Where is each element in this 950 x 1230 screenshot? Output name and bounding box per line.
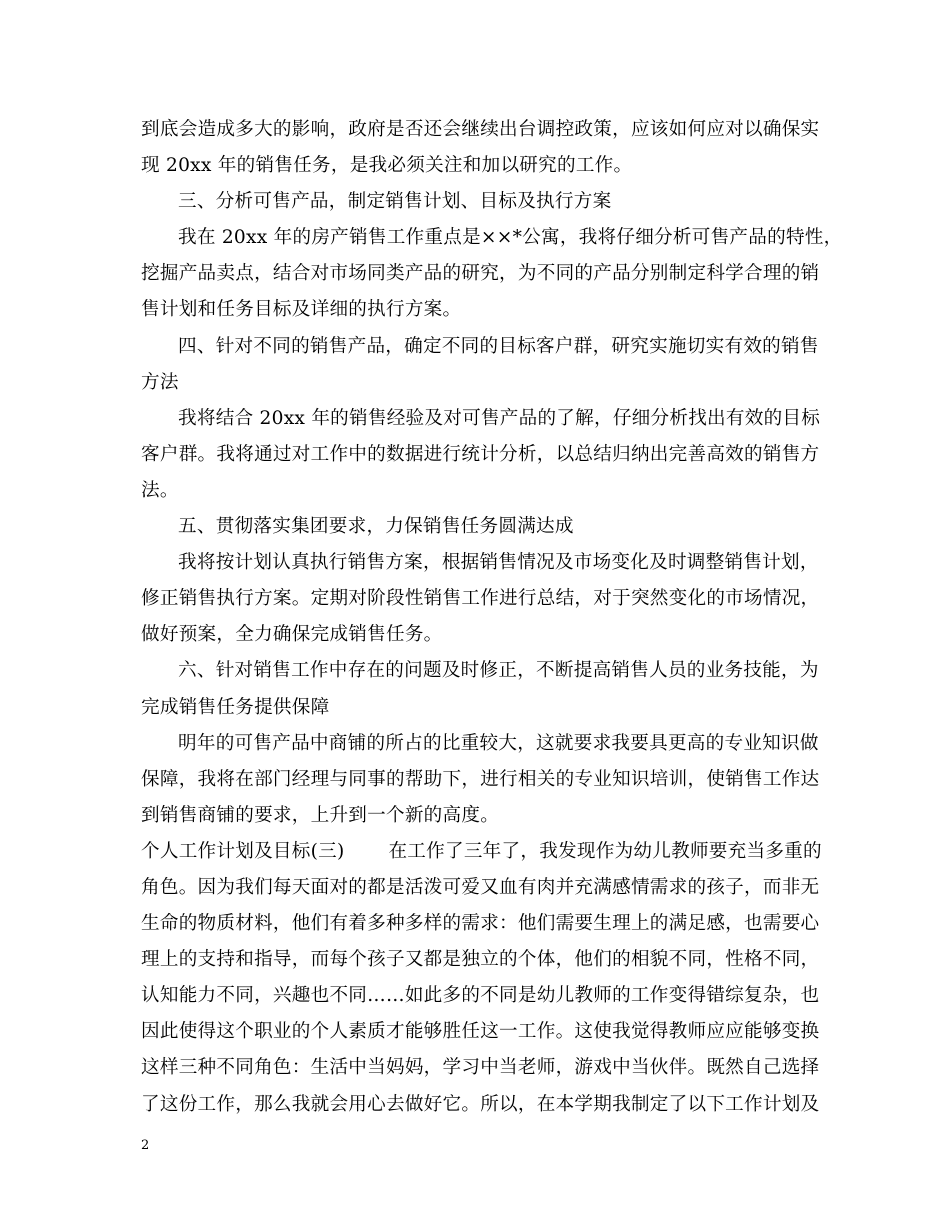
section-title-line	[141, 834, 822, 870]
paragraph-line: 生命的物质材料，他们有着多种多样的需求：他们需要生理上的满足感，也需要心	[141, 913, 820, 935]
paragraph-line: 客户群。我将通过对工作中的数据进行统计分析，以总结归纳出完善高效的销售方	[141, 443, 820, 465]
paragraph-line: 到底会造成多大的影响，政府是否还会继续出台调控政策，应该如何应对以确保实	[141, 119, 820, 140]
section-heading: 四、针对不同的销售产品，确定不同的目标客户群，研究实施切实有效的销售	[178, 335, 819, 357]
paragraph-line: 这样三种不同角色：生活中当妈妈，学习中当老师，游戏中当伙伴。既然自己选择	[141, 1057, 820, 1079]
paragraph-line: 售计划和任务目标及详细的执行方案。	[141, 299, 462, 321]
section-title: 个人工作计划及目标(三)	[141, 840, 345, 862]
paragraph-line: 我在 20xx 年的房产销售工作重点是××*公寓，我将仔细分析可售产品的特性，	[178, 227, 843, 249]
paragraph-line: 现 20xx 年的销售任务，是我必须关注和加以研究的工作。	[141, 155, 633, 177]
section-first-sentence: 在工作了三年了，我发现作为幼儿教师要充当多重的	[388, 840, 822, 862]
paragraph-line: 保障，我将在部门经理与同事的帮助下，进行相关的专业知识培训，使销售工作达	[141, 768, 820, 790]
section-heading-continuation: 方法	[141, 371, 179, 393]
paragraph-line: 认知能力不同，兴趣也不同……如此多的不同是幼儿教师的工作变得错综复杂，也	[141, 985, 820, 1007]
section-heading: 六、针对销售工作中存在的问题及时修正，不断提高销售人员的业务技能，为	[178, 660, 819, 682]
paragraph-line: 挖掘产品卖点，结合对市场同类产品的研究，为不同的产品分别制定科学合理的销	[141, 263, 820, 285]
document-body	[141, 112, 843, 1123]
paragraph-line: 做好预案，全力确保完成销售任务。	[141, 624, 443, 646]
paragraph-line: 理上的支持和指导，而每个孩子又都是独立的个体，他们的相貌不同，性格不同，	[141, 949, 820, 971]
section-heading: 三、分析可售产品，制定销售计划、目标及执行方案	[178, 191, 612, 213]
section-heading: 五、贯彻落实集团要求，力保销售任务圆满达成	[178, 516, 574, 538]
paragraph-line: 到销售商铺的要求，上升到一个新的高度。	[141, 804, 500, 826]
paragraph-line: 法。	[141, 479, 179, 501]
paragraph-line: 明年的可售产品中商铺的所占的比重较大，这就要求我要具更高的专业知识做	[178, 732, 819, 754]
paragraph-line: 修正销售执行方案。定期对阶段性销售工作进行总结，对于突然变化的市场情况，	[141, 588, 820, 610]
paragraph-line: 我将按计划认真执行销售方案，根据销售情况及市场变化及时调整销售计划，	[178, 552, 819, 574]
paragraph-line: 角色。因为我们每天面对的都是活泼可爱又血有肉并充满感情需求的孩子，而非无	[141, 876, 820, 898]
page-number: 2	[141, 1138, 150, 1153]
paragraph-line: 了这份工作，那么我就会用心去做好它。所以，在本学期我制定了以下工作计划及	[141, 1093, 820, 1115]
paragraph-line: 因此使得这个职业的个人素质才能够胜任这一工作。这使我觉得教师应应能够变换	[141, 1021, 820, 1043]
section-heading-continuation: 完成销售任务提供保障	[141, 696, 330, 718]
paragraph-line: 我将结合 20xx 年的销售经验及对可售产品的了解，仔细分析找出有效的目标	[178, 407, 821, 429]
